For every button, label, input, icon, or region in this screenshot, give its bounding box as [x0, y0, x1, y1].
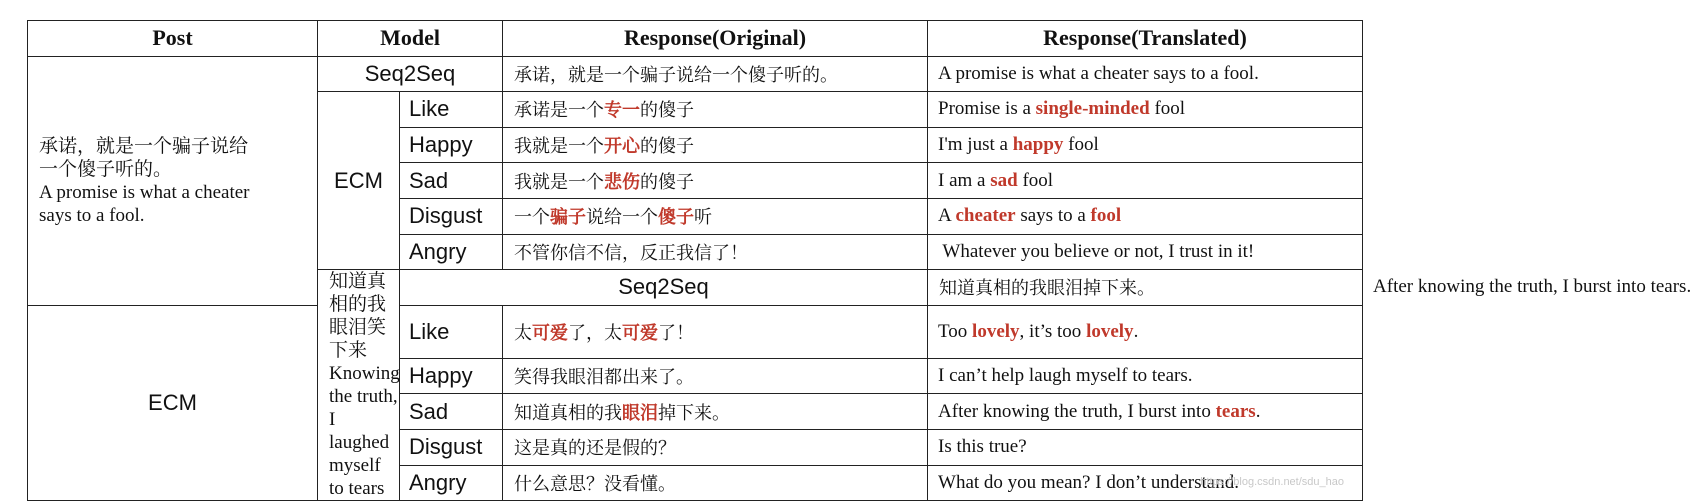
emotion-label: Angry: [400, 465, 503, 501]
emotion-label: Sad: [400, 394, 503, 430]
highlighted-emotion-word: tears: [1215, 400, 1256, 422]
response-text-segment: fool: [1063, 134, 1099, 156]
response-original-cell: [503, 465, 928, 501]
response-original-cell: [503, 163, 928, 199]
highlighted-emotion-word: cheater: [955, 205, 1016, 227]
response-text-segment: What do you mean? I don’t understand.: [938, 471, 1239, 493]
response-text-segment: Promise is a: [938, 98, 1036, 120]
watermark: https://blog.csdn.net/sdu_hao: [1200, 476, 1344, 488]
header-response-translated: Response(Translated): [928, 21, 1363, 57]
post-chinese-line: 承诺，就是一个骗子说给: [39, 134, 249, 157]
response-text-segment: 不管你信不信，反正我信了！: [514, 242, 749, 264]
response-translated-cell: [928, 305, 1363, 358]
header-model: Model: [318, 21, 503, 57]
response-text-segment: 笑得我眼泪都出来了。: [514, 367, 695, 389]
response-translated-cell: [928, 163, 1363, 199]
response-text-segment: I can’t help laugh myself to tears.: [938, 365, 1193, 387]
model-seq2seq: Seq2Seq: [318, 56, 503, 92]
response-text-segment: 的傻子: [640, 136, 695, 158]
header-row: [28, 21, 1363, 57]
response-original-cell: [503, 429, 928, 465]
response-text-segment: 太: [514, 322, 533, 344]
emotion-label: Happy: [400, 358, 503, 394]
response-translated-cell: [928, 198, 1363, 234]
response-text-segment: 的傻子: [640, 171, 695, 193]
response-original-cell: [503, 305, 928, 358]
highlighted-emotion-word: 骗子: [550, 207, 587, 229]
highlighted-emotion-word: 专一: [604, 100, 641, 122]
response-original-cell: [503, 358, 928, 394]
post-cell: [28, 56, 318, 305]
response-text-segment: 说给一个: [586, 207, 659, 229]
response-translated-cell: [928, 429, 1363, 465]
response-text-segment: I'm just a: [938, 134, 1013, 156]
response-text-segment: 一个: [514, 207, 551, 229]
response-text-segment: 承诺，就是一个骗子说给一个傻子听的。: [514, 64, 839, 86]
response-text-segment: .: [1255, 400, 1261, 422]
response-original-cell: [928, 270, 1363, 306]
emotion-label: Sad: [400, 163, 503, 199]
response-text-segment: 知道真相的我: [514, 402, 623, 424]
highlighted-emotion-word: 眼泪: [622, 402, 659, 424]
response-original-cell: [503, 234, 928, 270]
response-text-segment: A: [938, 205, 956, 227]
response-text-segment: , it’s too: [1019, 320, 1087, 342]
response-text-segment: A promise is what a cheater says to a fool.: [938, 62, 1259, 84]
model-ecm: ECM: [318, 92, 400, 270]
response-original-cell: [503, 198, 928, 234]
response-text-segment: fool: [1149, 98, 1186, 120]
response-text-segment: fool: [1017, 169, 1054, 191]
post-cell: [318, 270, 400, 501]
response-text-segment: 这是真的还是假的？: [514, 438, 677, 460]
response-text-segment: 了！: [658, 322, 695, 344]
highlighted-emotion-word: 悲伤: [604, 171, 641, 193]
highlighted-emotion-word: fool: [1090, 205, 1122, 227]
response-text-segment: 了，太: [568, 322, 623, 344]
highlighted-emotion-word: lovely: [1086, 320, 1134, 342]
response-text-segment: Too: [938, 320, 973, 342]
response-text-segment: 知道真相的我眼泪掉下来。: [939, 278, 1156, 300]
response-text-segment: says to a: [1015, 205, 1091, 227]
response-original-cell: [503, 56, 928, 92]
response-translated-cell: [928, 358, 1363, 394]
response-text-segment: 什么意思？没看懂。: [514, 473, 677, 495]
post-chinese-line: 知道真相的我眼泪笑下来: [329, 270, 387, 362]
table-row: [28, 56, 1363, 92]
response-translated-cell: [928, 234, 1363, 270]
response-text-segment: After knowing the truth, I burst into tears.: [1373, 276, 1691, 298]
response-translated-cell: [928, 394, 1363, 430]
model-seq2seq: Seq2Seq: [400, 270, 928, 306]
highlighted-emotion-word: sad: [990, 169, 1018, 191]
response-text-segment: 听: [694, 207, 713, 229]
emotion-label: Disgust: [400, 429, 503, 465]
emotion-label: Angry: [400, 234, 503, 270]
emotion-label: Disgust: [400, 198, 503, 234]
header-response-original: Response(Original): [503, 21, 928, 57]
response-translated-cell: [928, 92, 1363, 128]
response-text-segment: Is this true?: [938, 436, 1027, 458]
highlighted-emotion-word: 可爱: [532, 322, 569, 344]
highlighted-emotion-word: single-minded: [1035, 98, 1150, 120]
post-english-line: Knowing the truth, I laughed: [329, 363, 400, 454]
model-ecm: ECM: [28, 305, 318, 500]
highlighted-emotion-word: happy: [1012, 134, 1064, 156]
response-text-segment: I am a: [938, 169, 991, 191]
emotion-label: Like: [400, 305, 503, 358]
response-original-cell: [503, 394, 928, 430]
response-translated-cell: [928, 56, 1363, 92]
response-text-segment: 掉下来。: [658, 402, 731, 424]
ecm-comparison-table: [27, 20, 1691, 501]
highlighted-emotion-word: 开心: [604, 136, 641, 158]
emotion-label: Happy: [400, 127, 503, 163]
response-translated-cell: [928, 127, 1363, 163]
response-original-cell: [503, 127, 928, 163]
response-text-segment: 的傻子: [640, 100, 695, 122]
post-english-line: myself to tears: [329, 455, 385, 500]
post-english-line: A promise is what a cheater: [39, 181, 250, 203]
response-text-segment: Whatever you believe or not, I trust in it!: [938, 240, 1255, 262]
post-chinese-line: 一个傻子听的。: [39, 157, 173, 180]
response-text-segment: 我就是一个: [514, 171, 605, 193]
response-text-segment: .: [1133, 320, 1139, 342]
highlighted-emotion-word: 傻子: [658, 207, 695, 229]
table-row: [28, 305, 1363, 358]
highlighted-emotion-word: lovely: [972, 320, 1020, 342]
response-original-cell: [503, 92, 928, 128]
response-text-segment: 承诺是一个: [514, 100, 605, 122]
post-english-line: says to a fool.: [39, 204, 145, 226]
header-post: Post: [28, 21, 318, 57]
response-text-segment: After knowing the truth, I burst into: [938, 400, 1216, 422]
highlighted-emotion-word: 可爱: [622, 322, 659, 344]
response-text-segment: 我就是一个: [514, 136, 605, 158]
table-body: [28, 56, 1691, 501]
emotion-label: Like: [400, 92, 503, 128]
